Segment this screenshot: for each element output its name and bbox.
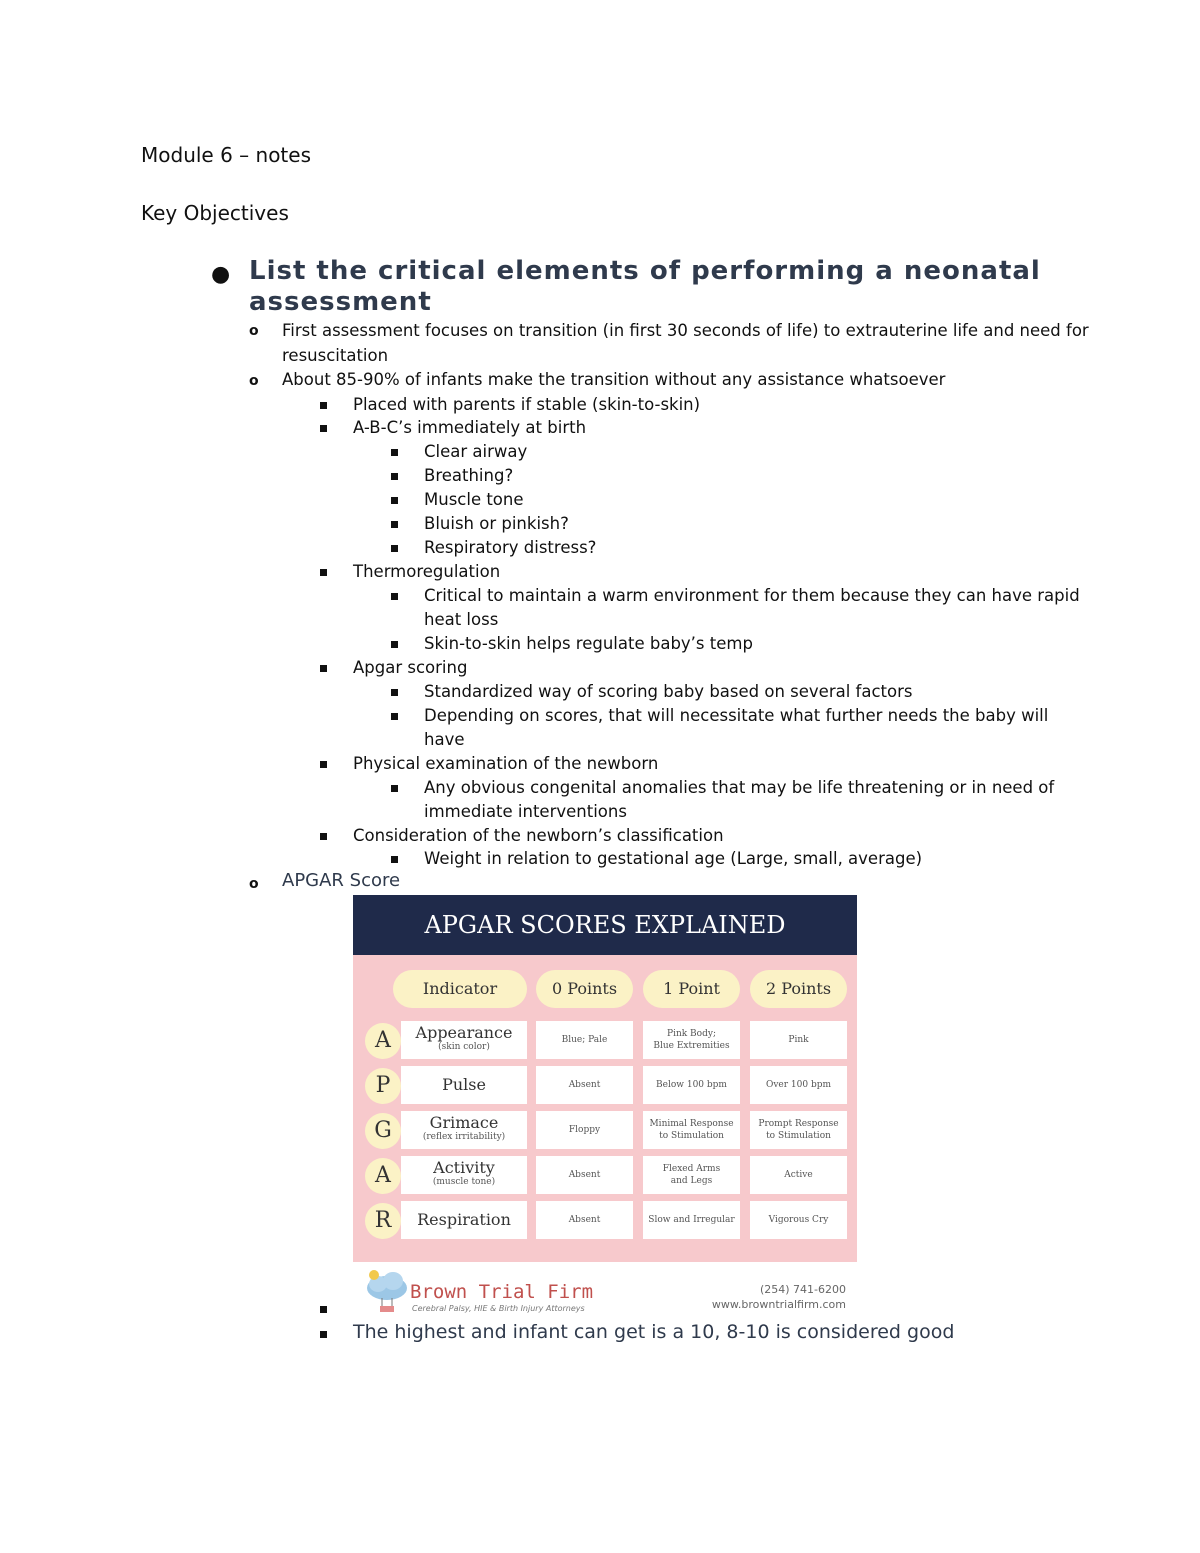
brown-trial-firm-logo: [362, 1266, 852, 1316]
apgar-score-cell-p0: Absent: [536, 1066, 633, 1104]
apgar-score-cell-p0: Floppy: [536, 1111, 633, 1149]
apgar-indicator-cell: [401, 1156, 527, 1194]
heading-bullet: ●: [211, 262, 231, 287]
section-subtitle: Key Objectives: [141, 201, 289, 225]
square-bullet: [320, 425, 327, 432]
square-bullet: [320, 402, 327, 409]
document-title: Module 6 – notes: [141, 143, 311, 167]
apgar-score-cell-p2: Pink: [750, 1021, 847, 1059]
list-item: Standardized way of scoring baby based on several factors: [424, 682, 913, 701]
square-bullet: [320, 1331, 327, 1338]
apgar-indicator-cell: [401, 1021, 527, 1059]
list-item: Any obvious congenital anomalies that may be life threatening or in need of: [424, 778, 1055, 797]
apgar-score-cell-p2: Active: [750, 1156, 847, 1194]
list-item: Clear airway: [424, 442, 528, 461]
square-bullet: [391, 856, 398, 863]
o-bullet: o: [249, 323, 259, 339]
logo-name: Brown Trial Firm: [410, 1281, 594, 1303]
logo-website: www.browntrialfirm.com: [711, 1298, 846, 1311]
indicator-name: Grimace: [429, 1113, 499, 1132]
list-item: Skin-to-skin helps regulate baby’s temp: [424, 634, 753, 653]
list-item: The highest and infant can get is a 10, 8-10 is considered good: [353, 1321, 955, 1343]
square-bullet: [391, 545, 398, 552]
indicator-subtext: (muscle tone): [432, 1177, 496, 1187]
list-item: Respiratory distress?: [424, 538, 597, 557]
list-item: Consideration of the newborn’s classification: [353, 826, 724, 845]
apgar-score-cell-p1: Flexed Arms and Legs: [643, 1156, 740, 1194]
list-item: Physical examination of the newborn: [353, 754, 659, 773]
apgar-score-cell-p1: Below 100 bpm: [643, 1066, 740, 1104]
apgar-score-cell-p2: Over 100 bpm: [750, 1066, 847, 1104]
indicator-subtext: (skin color): [438, 1042, 490, 1052]
apgar-score-cell-p2: Prompt Response to Stimulation: [750, 1111, 847, 1149]
apgar-indicator-cell: [401, 1111, 527, 1149]
list-item: A-B-C’s immediately at birth: [353, 418, 587, 437]
indicator-name: Pulse: [442, 1075, 486, 1094]
o-bullet: o: [249, 876, 259, 892]
list-item: immediate interventions: [424, 802, 627, 821]
list-item: Depending on scores, that will necessitate what further needs the baby will: [424, 706, 1049, 725]
list-item: Placed with parents if stable (skin-to-skin): [353, 395, 701, 414]
apgar-indicator-cell: [401, 1201, 527, 1239]
list-item: Breathing?: [424, 466, 514, 485]
header-indicator: Indicator: [393, 970, 527, 1008]
apgar-letter: G: [365, 1113, 401, 1149]
apgar-letter: A: [365, 1158, 401, 1194]
apgar-score-cell-p2: Vigorous Cry: [750, 1201, 847, 1239]
apgar-score-cell-p0: Absent: [536, 1156, 633, 1194]
objective-heading: List the critical elements of performing a neonatal assessment: [249, 256, 1041, 317]
cloud-logo-icon: [362, 1266, 412, 1314]
logo-tagline: Cerebral Palsy, HIE & Birth Injury Attorneys: [412, 1304, 585, 1313]
indicator-name: Respiration: [417, 1210, 511, 1229]
square-bullet: [391, 449, 398, 456]
apgar-score-cell-p1: Minimal Response to Stimulation: [643, 1111, 740, 1149]
apgar-indicator-cell: [401, 1066, 527, 1104]
square-bullet: [391, 689, 398, 696]
list-item: Apgar scoring: [353, 658, 468, 677]
square-bullet: [391, 713, 398, 720]
apgar-score-cell-p0: Blue; Pale: [536, 1021, 633, 1059]
list-item: About 85-90% of infants make the transition without any assistance whatsoever: [282, 370, 946, 389]
apgar-chart-title: APGAR SCORES EXPLAINED: [353, 895, 857, 955]
list-item: have: [424, 730, 465, 749]
indicator-subtext: (reflex irritability): [422, 1132, 506, 1142]
apgar-letter: A: [365, 1023, 401, 1059]
list-item: First assessment focuses on transition (in first 30 seconds of life) to extrauterine life and need for: [282, 321, 1089, 340]
header-2-points: 2 Points: [750, 970, 847, 1008]
square-bullet: [320, 1306, 327, 1313]
square-bullet: [320, 569, 327, 576]
list-item: Critical to maintain a warm environment for them because they can have rapid: [424, 586, 1080, 605]
header-0-points: 0 Points: [536, 970, 633, 1008]
apgar-letter: R: [365, 1203, 401, 1239]
list-item: Muscle tone: [424, 490, 524, 509]
list-item: Bluish or pinkish?: [424, 514, 569, 533]
square-bullet: [391, 473, 398, 480]
square-bullet: [391, 641, 398, 648]
apgar-chart-image: [353, 895, 857, 1262]
list-item: Thermoregulation: [353, 562, 501, 581]
indicator-name: Appearance: [415, 1023, 513, 1042]
logo-phone: (254) 741-6200: [759, 1283, 846, 1296]
apgar-letter: P: [365, 1068, 401, 1104]
apgar-score-label: APGAR Score: [282, 870, 401, 891]
apgar-score-cell-p0: Absent: [536, 1201, 633, 1239]
square-bullet: [391, 497, 398, 504]
header-1-point: 1 Point: [643, 970, 740, 1008]
square-bullet: [320, 665, 327, 672]
square-bullet: [391, 785, 398, 792]
apgar-score-cell-p1: Pink Body; Blue Extremities: [643, 1021, 740, 1059]
apgar-score-cell-p1: Slow and Irregular: [643, 1201, 740, 1239]
square-bullet: [391, 593, 398, 600]
list-item: heat loss: [424, 610, 499, 629]
list-item: resuscitation: [282, 346, 389, 365]
indicator-name: Activity: [433, 1158, 495, 1177]
o-bullet: o: [249, 373, 259, 389]
square-bullet: [320, 833, 327, 840]
square-bullet: [320, 761, 327, 768]
list-item: Weight in relation to gestational age (Large, small, average): [424, 849, 923, 868]
square-bullet: [391, 521, 398, 528]
